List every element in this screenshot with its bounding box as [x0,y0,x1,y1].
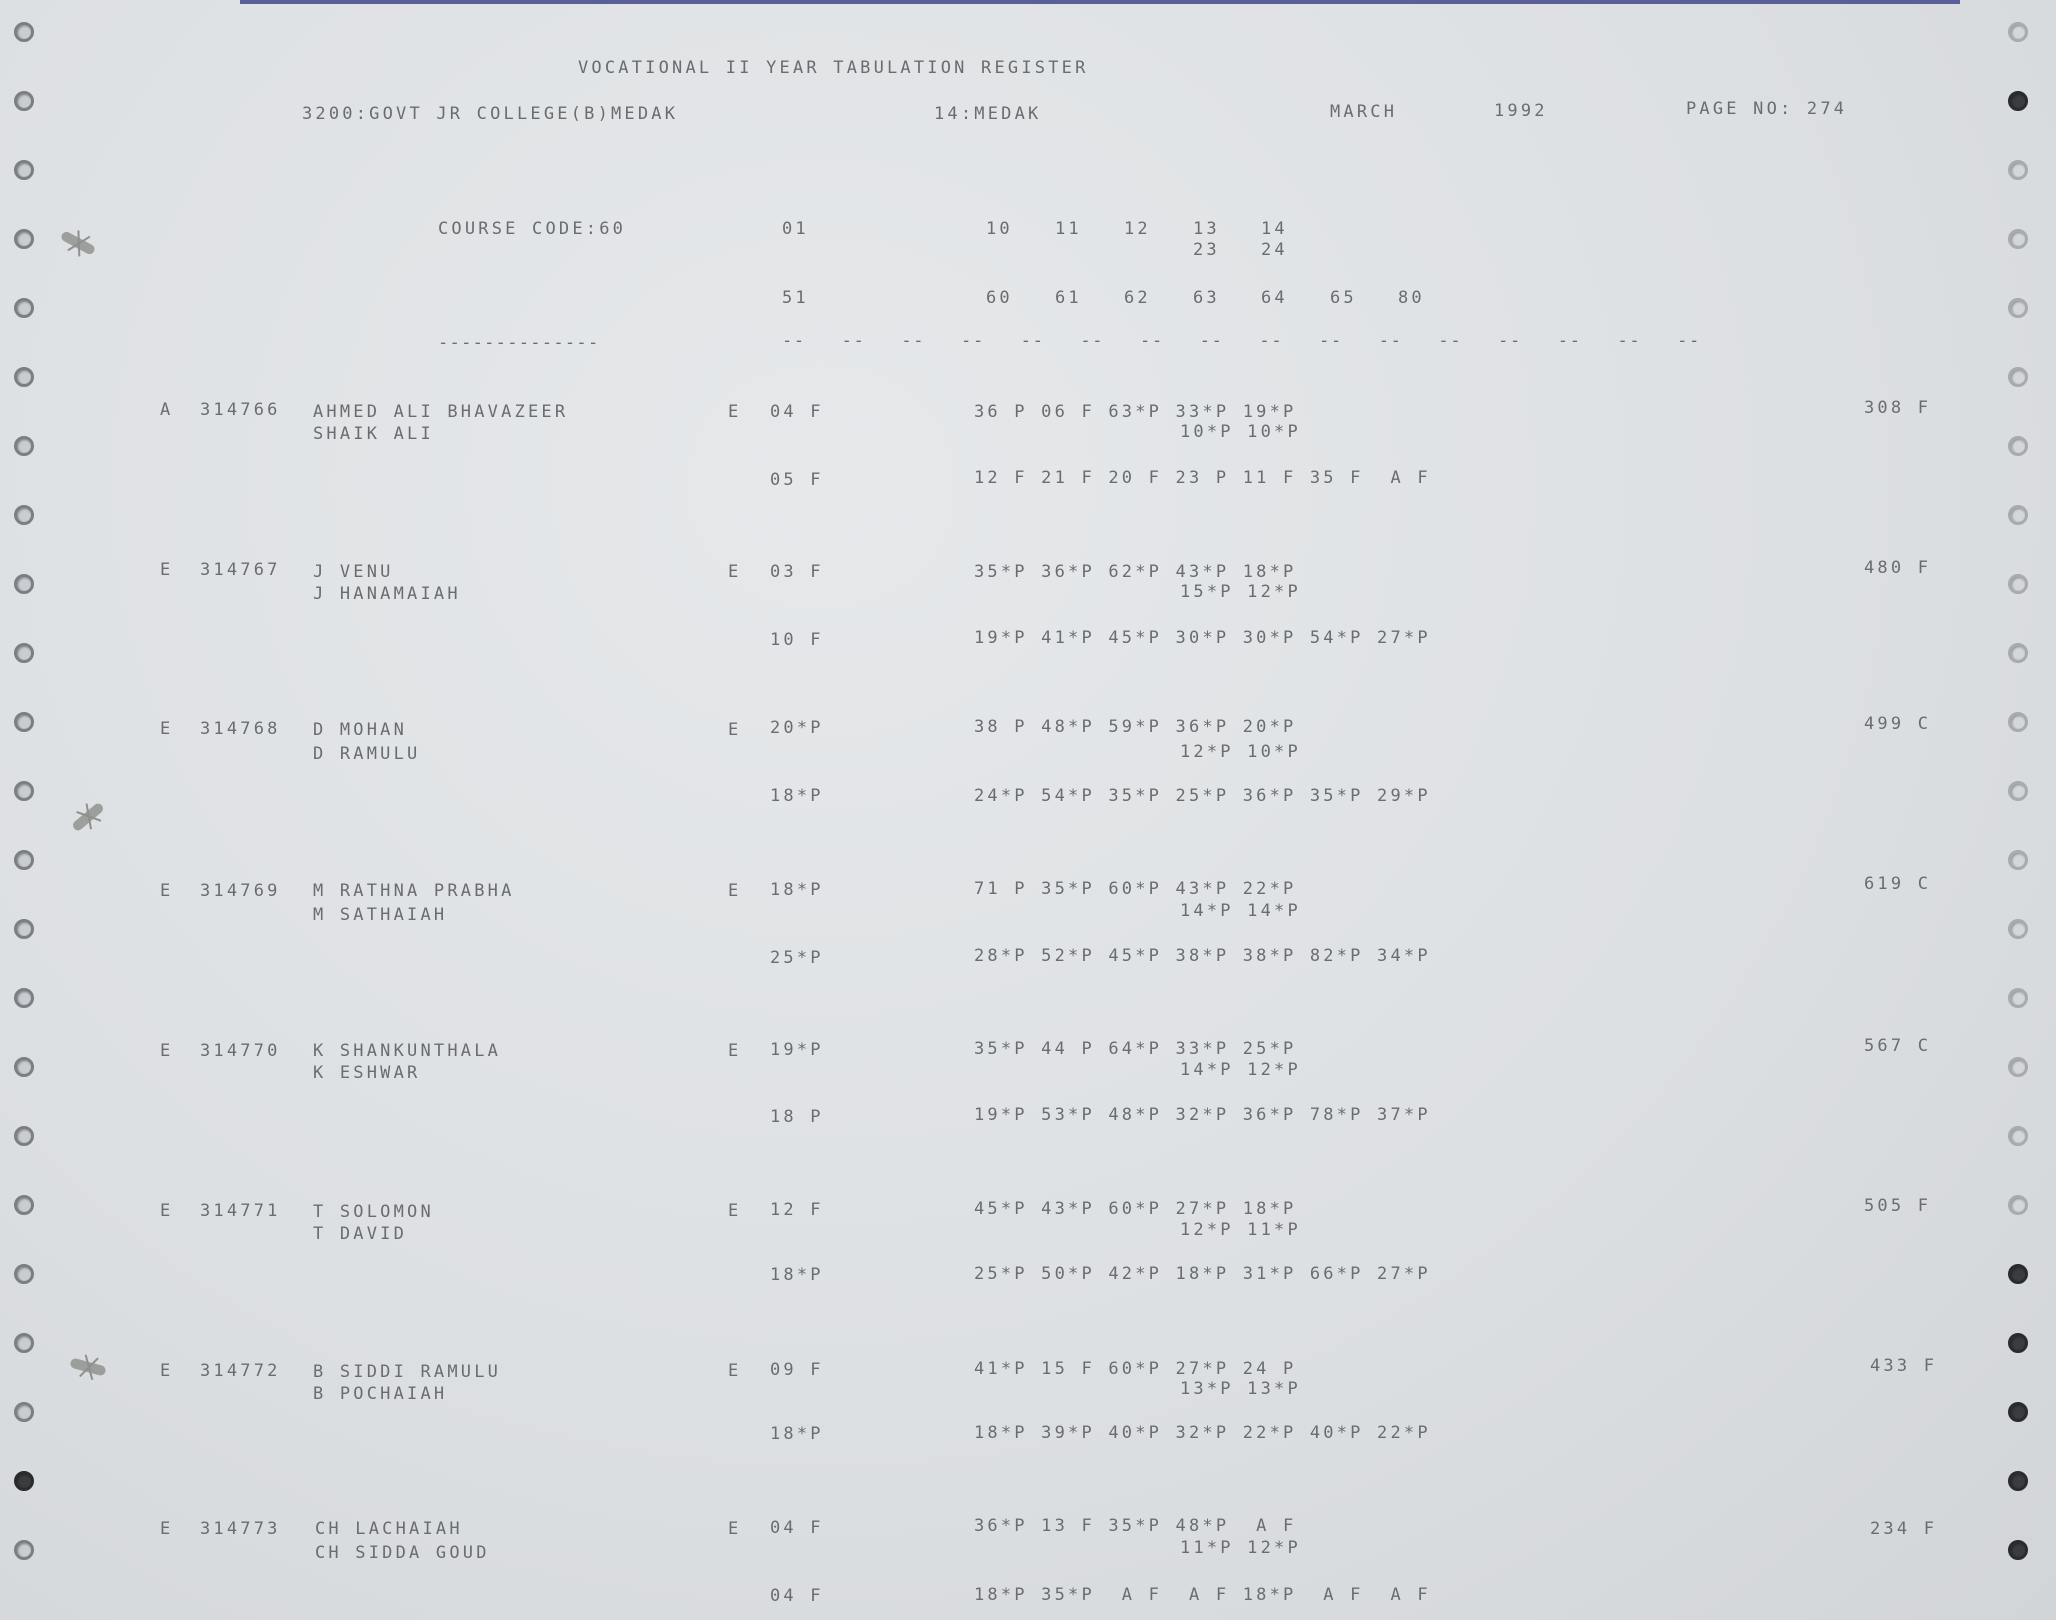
subject-01-mark: 20*P [770,718,824,738]
subject-51-mark: 18*P [770,1424,824,1444]
feed-hole [2008,1402,2028,1422]
subject-51-mark: 18*P [770,786,824,806]
medium-code: E [728,562,742,582]
student-name: B SIDDI RAMULU [313,1362,502,1382]
feed-hole [2008,1195,2028,1215]
feed-hole [2008,22,2028,42]
feed-hole [2008,643,2028,663]
subject-marks-row2: 25*P 50*P 42*P 18*P 31*P 66*P 27*P [974,1264,1431,1284]
col-head-10: 10 [986,219,1013,239]
col-head-12: 12 [1124,219,1151,239]
subject-51-mark: 10 F [770,630,824,650]
subject-marks-row2: 18*P 35*P A F A F 18*P A F A F [974,1585,1431,1605]
medium-code: E [728,402,742,422]
col-head-51: 51 [782,288,809,308]
parent-name: D RAMULU [313,744,421,764]
category-code: E [160,1201,174,1221]
total-result: 308 F [1864,398,1932,418]
subject-marks-row2: 28*P 52*P 45*P 38*P 38*P 82*P 34*P [974,946,1431,966]
subject-marks-sub: 12*P 11*P [1180,1220,1301,1240]
roll-number: 314773 [200,1519,281,1539]
roll-number: 314771 [200,1201,281,1221]
category-code: E [160,719,174,739]
student-name: M RATHNA PRABHA [313,881,515,901]
subject-marks-row2: 19*P 41*P 45*P 30*P 30*P 54*P 27*P [974,628,1431,648]
subject-01-mark: 04 F [770,402,824,422]
col-head-62: 62 [1124,288,1151,308]
total-result: 499 C [1864,714,1932,734]
feed-hole [2008,91,2028,111]
feed-hole [2008,505,2028,525]
subject-marks-row1: 36*P 13 F 35*P 48*P A F [974,1516,1297,1536]
feed-hole [2008,1057,2028,1077]
feed-hole [2008,367,2028,387]
medium-code: E [728,1041,742,1061]
subject-01-mark: 04 F [770,1518,824,1538]
subject-marks-sub: 13*P 13*P [1180,1379,1301,1399]
parent-name: J HANAMAIAH [313,584,461,604]
col-head-61: 61 [1055,288,1082,308]
subject-51-mark: 18 P [770,1107,824,1127]
total-result: 505 F [1864,1196,1932,1216]
feed-hole [2008,436,2028,456]
feed-hole [2008,919,2028,939]
medium-code: E [728,1361,742,1381]
feed-hole [2008,574,2028,594]
feed-hole [2008,1540,2028,1560]
student-name: AHMED ALI BHAVAZEER [313,402,569,422]
subject-marks-sub: 11*P 12*P [1180,1538,1301,1558]
roll-number: 314767 [200,560,281,580]
feed-hole [14,1333,34,1353]
subject-51-mark: 18*P [770,1265,824,1285]
feed-hole [2008,298,2028,318]
subject-01-mark: 18*P [770,880,824,900]
subject-marks-row2: 18*P 39*P 40*P 32*P 22*P 40*P 22*P [974,1423,1431,1443]
parent-name: T DAVID [313,1224,408,1244]
marks-column-rule: -- -- -- -- -- -- -- -- -- -- -- -- -- -- -- -- [782,331,1701,351]
feed-hole [2008,160,2028,180]
subject-marks-sub: 10*P 10*P [1180,422,1301,442]
category-code: E [160,881,174,901]
subject-51-mark: 04 F [770,1586,824,1606]
feed-hole [14,574,34,594]
subject-marks-row1: 45*P 43*P 60*P 27*P 18*P [974,1199,1297,1219]
col-head-65: 65 [1330,288,1357,308]
roll-number: 314768 [200,719,281,739]
feed-hole [14,91,34,111]
total-result: 234 F [1870,1519,1938,1539]
feed-hole [14,1540,34,1560]
feed-hole [2008,988,2028,1008]
total-result: 480 F [1864,558,1932,578]
parent-name: M SATHAIAH [313,905,448,925]
col-head-80: 80 [1398,288,1425,308]
col-head-24: 24 [1261,240,1288,260]
subject-marks-row1: 38 P 48*P 59*P 36*P 20*P [974,717,1297,737]
feed-hole [14,1471,34,1491]
subject-marks-sub: 15*P 12*P [1180,582,1301,602]
subject-01-mark: 19*P [770,1040,824,1060]
category-code: E [160,1519,174,1539]
subject-51-mark: 05 F [770,470,824,490]
medium-code: E [728,1519,742,1539]
parent-name: B POCHAIAH [313,1384,448,1404]
col-head-11: 11 [1055,219,1082,239]
col-head-23: 23 [1193,240,1220,260]
subject-marks-row2: 24*P 54*P 35*P 25*P 36*P 35*P 29*P [974,786,1431,806]
medium-code: E [728,881,742,901]
feed-hole [2008,712,2028,732]
subject-marks-row1: 41*P 15 F 60*P 27*P 24 P [974,1359,1297,1379]
col-head-13: 13 [1193,219,1220,239]
category-code: E [160,560,174,580]
col-head-01: 01 [782,219,809,239]
subject-01-mark: 03 F [770,562,824,582]
student-name: K SHANKUNTHALA [313,1041,502,1061]
roll-number: 314770 [200,1041,281,1061]
insect-speck [69,1358,106,1377]
subject-marks-row1: 35*P 36*P 62*P 43*P 18*P [974,562,1297,582]
feed-hole [14,1126,34,1146]
feed-hole [14,1264,34,1284]
total-result: 619 C [1864,874,1932,894]
subject-51-mark: 25*P [770,948,824,968]
feed-hole [14,22,34,42]
subject-marks-sub: 14*P 12*P [1180,1060,1301,1080]
roll-number: 314766 [200,400,281,420]
student-name: J VENU [313,562,394,582]
feed-hole [14,712,34,732]
subject-marks-sub: 14*P 14*P [1180,901,1301,921]
roll-number: 314769 [200,881,281,901]
subject-marks-row1: 36 P 06 F 63*P 33*P 19*P [974,402,1297,422]
subject-marks-row2: 12 F 21 F 20 F 23 P 11 F 35 F A F [974,468,1431,488]
student-name: T SOLOMON [313,1202,434,1222]
feed-hole [2008,781,2028,801]
col-head-64: 64 [1261,288,1288,308]
category-code: E [160,1361,174,1381]
category-code: E [160,1041,174,1061]
subject-01-mark: 12 F [770,1200,824,1220]
feed-hole [2008,1471,2028,1491]
total-result: 433 F [1870,1356,1938,1376]
feed-hole [14,850,34,870]
insect-speck [71,802,105,833]
total-result: 567 C [1864,1036,1932,1056]
col-head-14: 14 [1261,219,1288,239]
district-name: 14:MEDAK [934,104,1042,124]
medium-code: E [728,1201,742,1221]
parent-name: SHAIK ALI [313,424,434,444]
feed-hole [14,988,34,1008]
student-name: CH LACHAIAH [315,1519,463,1539]
feed-hole [2008,229,2028,249]
feed-hole [2008,1126,2028,1146]
subject-marks-row2: 19*P 53*P 48*P 32*P 36*P 78*P 37*P [974,1105,1431,1125]
feed-hole [14,505,34,525]
col-head-63: 63 [1193,288,1220,308]
subject-01-mark: 09 F [770,1360,824,1380]
register-title: VOCATIONAL II YEAR TABULATION REGISTER [578,58,1089,78]
insect-speck [60,230,96,256]
subject-marks-row1: 35*P 44 P 64*P 33*P 25*P [974,1039,1297,1059]
subject-marks-row1: 71 P 35*P 60*P 43*P 22*P [974,879,1297,899]
feed-hole [14,643,34,663]
parent-name: CH SIDDA GOUD [315,1543,490,1563]
feed-hole [14,229,34,249]
feed-hole [14,160,34,180]
name-column-rule: -------------- [438,333,600,353]
feed-hole [14,1195,34,1215]
feed-hole [14,781,34,801]
col-head-60: 60 [986,288,1013,308]
feed-hole [14,298,34,318]
page-number: PAGE NO: 274 [1686,99,1848,119]
exam-year: 1992 [1494,101,1548,121]
page-top-edge [240,0,1960,4]
feed-hole [2008,1264,2028,1284]
feed-hole [2008,1333,2028,1353]
feed-hole [14,436,34,456]
subject-marks-sub: 12*P 10*P [1180,742,1301,762]
category-code: A [160,400,174,420]
feed-hole [14,367,34,387]
feed-hole [2008,850,2028,870]
course-code: COURSE CODE:60 [438,219,627,239]
parent-name: K ESHWAR [313,1063,421,1083]
feed-hole [14,1402,34,1422]
medium-code: E [728,720,742,740]
college-name: 3200:GOVT JR COLLEGE(B)MEDAK [302,104,679,124]
roll-number: 314772 [200,1361,281,1381]
feed-hole [14,1057,34,1077]
feed-hole [14,919,34,939]
exam-month: MARCH [1330,102,1398,122]
student-name: D MOHAN [313,720,408,740]
